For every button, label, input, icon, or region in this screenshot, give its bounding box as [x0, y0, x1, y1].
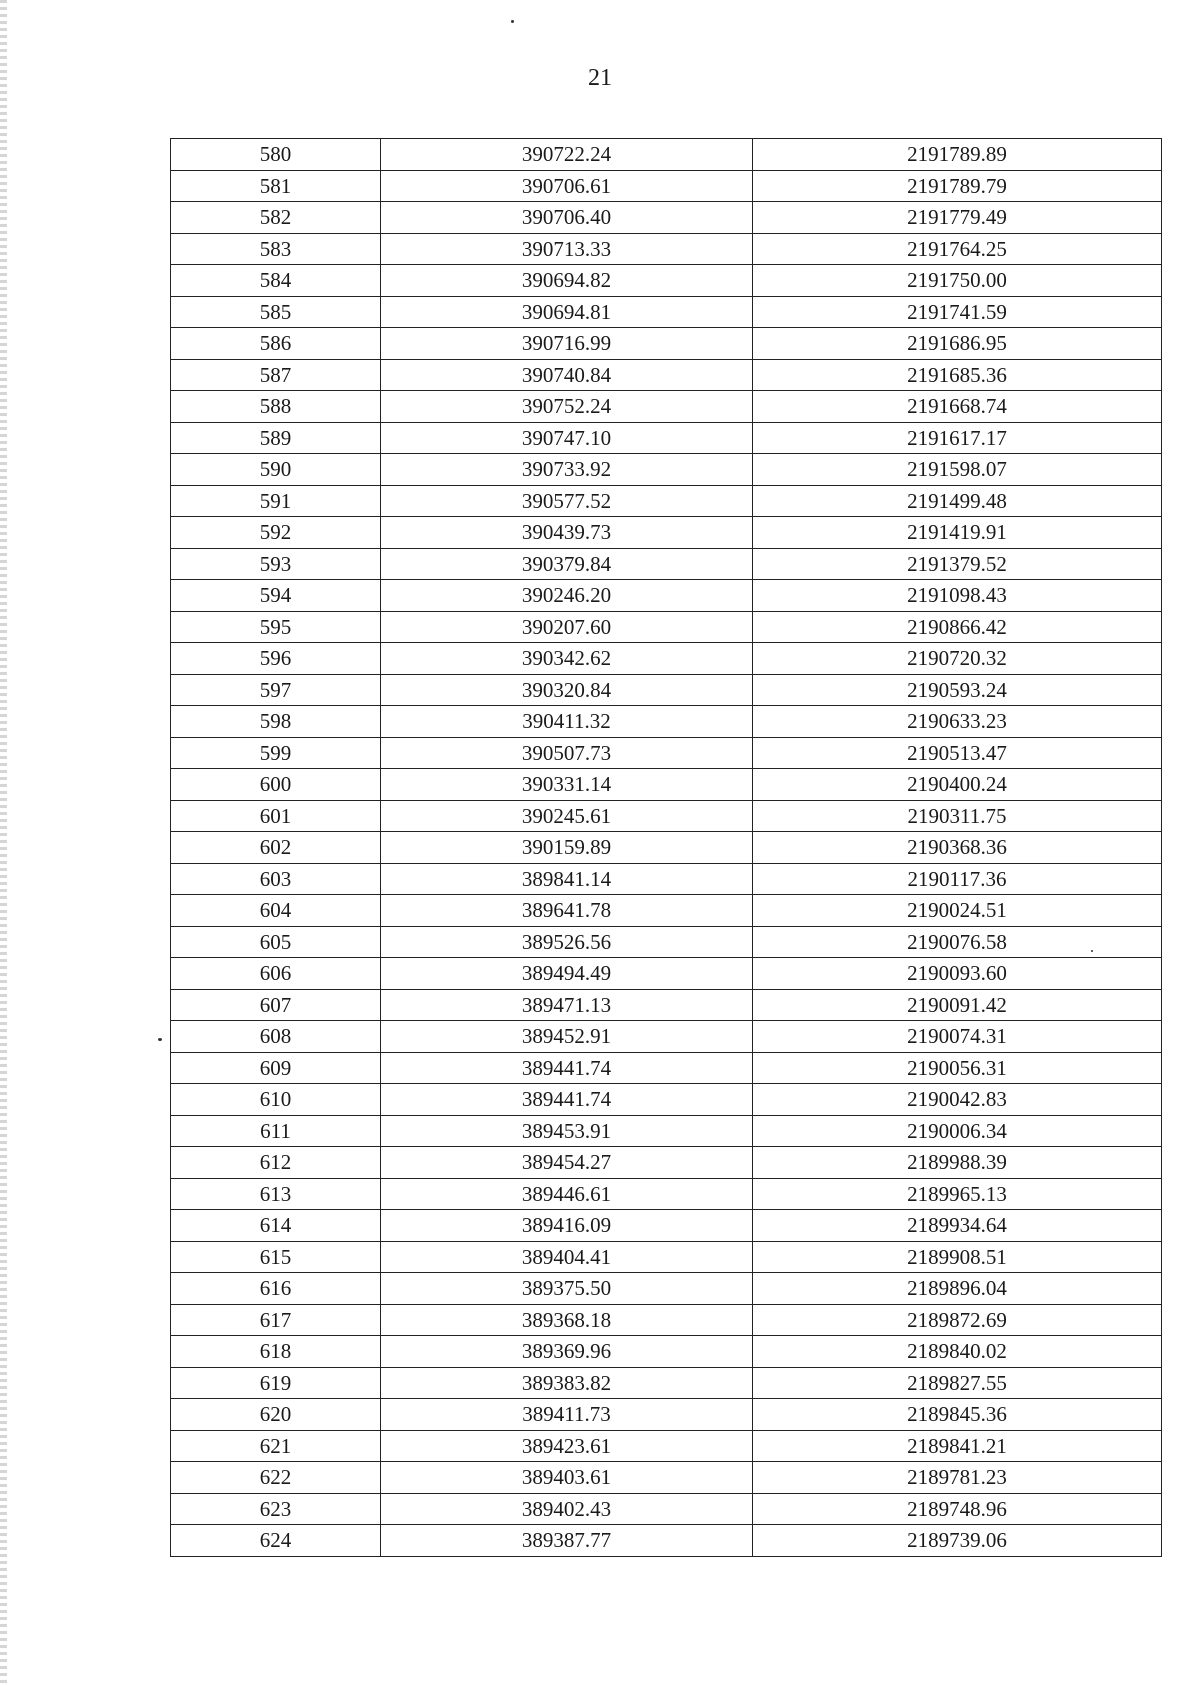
point-number-cell: 600 — [171, 769, 381, 801]
y-coordinate-cell: 2190368.36 — [753, 832, 1162, 864]
y-coordinate-cell: 2191686.95 — [753, 328, 1162, 360]
point-number-cell: 612 — [171, 1147, 381, 1179]
y-coordinate-cell: 2191419.91 — [753, 517, 1162, 549]
y-coordinate-cell: 2191789.79 — [753, 170, 1162, 202]
table-row — [171, 1210, 1162, 1242]
y-coordinate-cell: 2191685.36 — [753, 359, 1162, 391]
x-coordinate-cell: 389494.49 — [381, 958, 753, 990]
x-coordinate-cell: 389411.73 — [381, 1399, 753, 1431]
x-coordinate-cell: 389375.50 — [381, 1273, 753, 1305]
point-number-cell: 585 — [171, 296, 381, 328]
x-coordinate-cell: 390694.82 — [381, 265, 753, 297]
table-row — [171, 296, 1162, 328]
point-number-cell: 596 — [171, 643, 381, 675]
y-coordinate-cell: 2189965.13 — [753, 1178, 1162, 1210]
x-coordinate-cell: 389387.77 — [381, 1525, 753, 1557]
y-coordinate-cell: 2190024.51 — [753, 895, 1162, 927]
table-row — [171, 139, 1162, 171]
table-row — [171, 706, 1162, 738]
x-coordinate-cell: 390713.33 — [381, 233, 753, 265]
table-row — [171, 1462, 1162, 1494]
x-coordinate-cell: 390320.84 — [381, 674, 753, 706]
scan-speck — [158, 1038, 162, 1041]
table-row — [171, 926, 1162, 958]
y-coordinate-cell: 2190074.31 — [753, 1021, 1162, 1053]
y-coordinate-cell: 2190117.36 — [753, 863, 1162, 895]
x-coordinate-cell: 389641.78 — [381, 895, 753, 927]
x-coordinate-cell: 390507.73 — [381, 737, 753, 769]
point-number-cell: 580 — [171, 139, 381, 171]
table-row — [171, 1493, 1162, 1525]
x-coordinate-cell: 389369.96 — [381, 1336, 753, 1368]
point-number-cell: 583 — [171, 233, 381, 265]
table-row — [171, 265, 1162, 297]
point-number-cell: 581 — [171, 170, 381, 202]
x-coordinate-cell: 389404.41 — [381, 1241, 753, 1273]
x-coordinate-cell: 389416.09 — [381, 1210, 753, 1242]
point-number-cell: 621 — [171, 1430, 381, 1462]
table-row — [171, 517, 1162, 549]
y-coordinate-cell: 2190866.42 — [753, 611, 1162, 643]
point-number-cell: 587 — [171, 359, 381, 391]
x-coordinate-cell: 390706.40 — [381, 202, 753, 234]
table-row — [171, 391, 1162, 423]
x-coordinate-cell: 390411.32 — [381, 706, 753, 738]
y-coordinate-cell: 2190720.32 — [753, 643, 1162, 675]
x-coordinate-cell: 389402.43 — [381, 1493, 753, 1525]
point-number-cell: 591 — [171, 485, 381, 517]
y-coordinate-cell: 2190093.60 — [753, 958, 1162, 990]
coordinates-table-body — [171, 139, 1162, 1557]
scan-speck — [511, 20, 514, 23]
y-coordinate-cell: 2190593.24 — [753, 674, 1162, 706]
point-number-cell: 608 — [171, 1021, 381, 1053]
y-coordinate-cell: 2190091.42 — [753, 989, 1162, 1021]
x-coordinate-cell: 390246.20 — [381, 580, 753, 612]
point-number-cell: 616 — [171, 1273, 381, 1305]
y-coordinate-cell: 2189748.96 — [753, 1493, 1162, 1525]
point-number-cell: 615 — [171, 1241, 381, 1273]
point-number-cell: 613 — [171, 1178, 381, 1210]
table-row — [171, 1052, 1162, 1084]
table-row — [171, 202, 1162, 234]
y-coordinate-cell: 2191750.00 — [753, 265, 1162, 297]
x-coordinate-cell: 390342.62 — [381, 643, 753, 675]
y-coordinate-cell: 2191098.43 — [753, 580, 1162, 612]
table-row — [171, 832, 1162, 864]
y-coordinate-cell: 2190076.58 — [753, 926, 1162, 958]
x-coordinate-cell: 390716.99 — [381, 328, 753, 360]
table-row — [171, 863, 1162, 895]
point-number-cell: 623 — [171, 1493, 381, 1525]
point-number-cell: 590 — [171, 454, 381, 486]
table-row — [171, 1147, 1162, 1179]
point-number-cell: 614 — [171, 1210, 381, 1242]
x-coordinate-cell: 389441.74 — [381, 1084, 753, 1116]
table-row — [171, 1430, 1162, 1462]
point-number-cell: 610 — [171, 1084, 381, 1116]
y-coordinate-cell: 2189827.55 — [753, 1367, 1162, 1399]
y-coordinate-cell: 2189845.36 — [753, 1399, 1162, 1431]
x-coordinate-cell: 390245.61 — [381, 800, 753, 832]
x-coordinate-cell: 390159.89 — [381, 832, 753, 864]
table-row — [171, 1273, 1162, 1305]
table-row — [171, 1178, 1162, 1210]
point-number-cell: 598 — [171, 706, 381, 738]
y-coordinate-cell: 2189896.04 — [753, 1273, 1162, 1305]
point-number-cell: 607 — [171, 989, 381, 1021]
x-coordinate-cell: 390740.84 — [381, 359, 753, 391]
point-number-cell: 592 — [171, 517, 381, 549]
x-coordinate-cell: 390331.14 — [381, 769, 753, 801]
x-coordinate-cell: 390439.73 — [381, 517, 753, 549]
y-coordinate-cell: 2191789.89 — [753, 139, 1162, 171]
y-coordinate-cell: 2189988.39 — [753, 1147, 1162, 1179]
y-coordinate-cell: 2190042.83 — [753, 1084, 1162, 1116]
point-number-cell: 584 — [171, 265, 381, 297]
table-row — [171, 1525, 1162, 1557]
y-coordinate-cell: 2190006.34 — [753, 1115, 1162, 1147]
point-number-cell: 595 — [171, 611, 381, 643]
y-coordinate-cell: 2189872.69 — [753, 1304, 1162, 1336]
y-coordinate-cell: 2191668.74 — [753, 391, 1162, 423]
y-coordinate-cell: 2190400.24 — [753, 769, 1162, 801]
point-number-cell: 594 — [171, 580, 381, 612]
table-row — [171, 485, 1162, 517]
table-row — [171, 737, 1162, 769]
point-number-cell: 602 — [171, 832, 381, 864]
table-row — [171, 170, 1162, 202]
y-coordinate-cell: 2191617.17 — [753, 422, 1162, 454]
x-coordinate-cell: 389441.74 — [381, 1052, 753, 1084]
point-number-cell: 599 — [171, 737, 381, 769]
y-coordinate-cell: 2190513.47 — [753, 737, 1162, 769]
x-coordinate-cell: 390722.24 — [381, 139, 753, 171]
table-row — [171, 233, 1162, 265]
point-number-cell: 586 — [171, 328, 381, 360]
table-row — [171, 422, 1162, 454]
y-coordinate-cell: 2190633.23 — [753, 706, 1162, 738]
x-coordinate-cell: 390694.81 — [381, 296, 753, 328]
point-number-cell: 617 — [171, 1304, 381, 1336]
point-number-cell: 606 — [171, 958, 381, 990]
point-number-cell: 601 — [171, 800, 381, 832]
y-coordinate-cell: 2190311.75 — [753, 800, 1162, 832]
x-coordinate-cell: 389446.61 — [381, 1178, 753, 1210]
x-coordinate-cell: 389841.14 — [381, 863, 753, 895]
point-number-cell: 604 — [171, 895, 381, 927]
table-row — [171, 1084, 1162, 1116]
point-number-cell: 589 — [171, 422, 381, 454]
table-row — [171, 895, 1162, 927]
y-coordinate-cell: 2189841.21 — [753, 1430, 1162, 1462]
table-row — [171, 769, 1162, 801]
table-row — [171, 1304, 1162, 1336]
point-number-cell: 622 — [171, 1462, 381, 1494]
x-coordinate-cell: 389368.18 — [381, 1304, 753, 1336]
table-row — [171, 611, 1162, 643]
table-row — [171, 1241, 1162, 1273]
point-number-cell: 582 — [171, 202, 381, 234]
table-row — [171, 674, 1162, 706]
y-coordinate-cell: 2191741.59 — [753, 296, 1162, 328]
y-coordinate-cell: 2191598.07 — [753, 454, 1162, 486]
x-coordinate-cell: 389454.27 — [381, 1147, 753, 1179]
x-coordinate-cell: 390752.24 — [381, 391, 753, 423]
point-number-cell: 609 — [171, 1052, 381, 1084]
x-coordinate-cell: 390706.61 — [381, 170, 753, 202]
point-number-cell: 588 — [171, 391, 381, 423]
page-number: 21 — [588, 65, 612, 91]
y-coordinate-cell: 2191779.49 — [753, 202, 1162, 234]
point-number-cell: 619 — [171, 1367, 381, 1399]
point-number-cell: 618 — [171, 1336, 381, 1368]
point-number-cell: 605 — [171, 926, 381, 958]
x-coordinate-cell: 390379.84 — [381, 548, 753, 580]
y-coordinate-cell: 2191379.52 — [753, 548, 1162, 580]
point-number-cell: 593 — [171, 548, 381, 580]
point-number-cell: 620 — [171, 1399, 381, 1431]
scan-edge — [0, 0, 7, 1686]
point-number-cell: 611 — [171, 1115, 381, 1147]
y-coordinate-cell: 2189840.02 — [753, 1336, 1162, 1368]
y-coordinate-cell: 2189934.64 — [753, 1210, 1162, 1242]
x-coordinate-cell: 390577.52 — [381, 485, 753, 517]
table-row — [171, 1115, 1162, 1147]
x-coordinate-cell: 389452.91 — [381, 1021, 753, 1053]
y-coordinate-cell: 2191764.25 — [753, 233, 1162, 265]
table-row — [171, 989, 1162, 1021]
table-row — [171, 580, 1162, 612]
table-row — [171, 548, 1162, 580]
table-row — [171, 1367, 1162, 1399]
table-row — [171, 1021, 1162, 1053]
table-row — [171, 328, 1162, 360]
x-coordinate-cell: 390207.60 — [381, 611, 753, 643]
y-coordinate-cell: 2191499.48 — [753, 485, 1162, 517]
y-coordinate-cell: 2190056.31 — [753, 1052, 1162, 1084]
x-coordinate-cell: 389423.61 — [381, 1430, 753, 1462]
y-coordinate-cell: 2189739.06 — [753, 1525, 1162, 1557]
table-row — [171, 359, 1162, 391]
table-row — [171, 454, 1162, 486]
x-coordinate-cell: 389383.82 — [381, 1367, 753, 1399]
point-number-cell: 603 — [171, 863, 381, 895]
x-coordinate-cell: 389453.91 — [381, 1115, 753, 1147]
y-coordinate-cell: 2189781.23 — [753, 1462, 1162, 1494]
x-coordinate-cell: 389471.13 — [381, 989, 753, 1021]
y-coordinate-cell: 2189908.51 — [753, 1241, 1162, 1273]
point-number-cell: 624 — [171, 1525, 381, 1557]
table-row — [171, 643, 1162, 675]
point-number-cell: 597 — [171, 674, 381, 706]
table-row — [171, 1336, 1162, 1368]
table-row — [171, 1399, 1162, 1431]
x-coordinate-cell: 389526.56 — [381, 926, 753, 958]
table-row — [171, 800, 1162, 832]
table-row — [171, 958, 1162, 990]
x-coordinate-cell: 390747.10 — [381, 422, 753, 454]
x-coordinate-cell: 389403.61 — [381, 1462, 753, 1494]
x-coordinate-cell: 390733.92 — [381, 454, 753, 486]
coordinates-table — [170, 138, 1162, 1557]
